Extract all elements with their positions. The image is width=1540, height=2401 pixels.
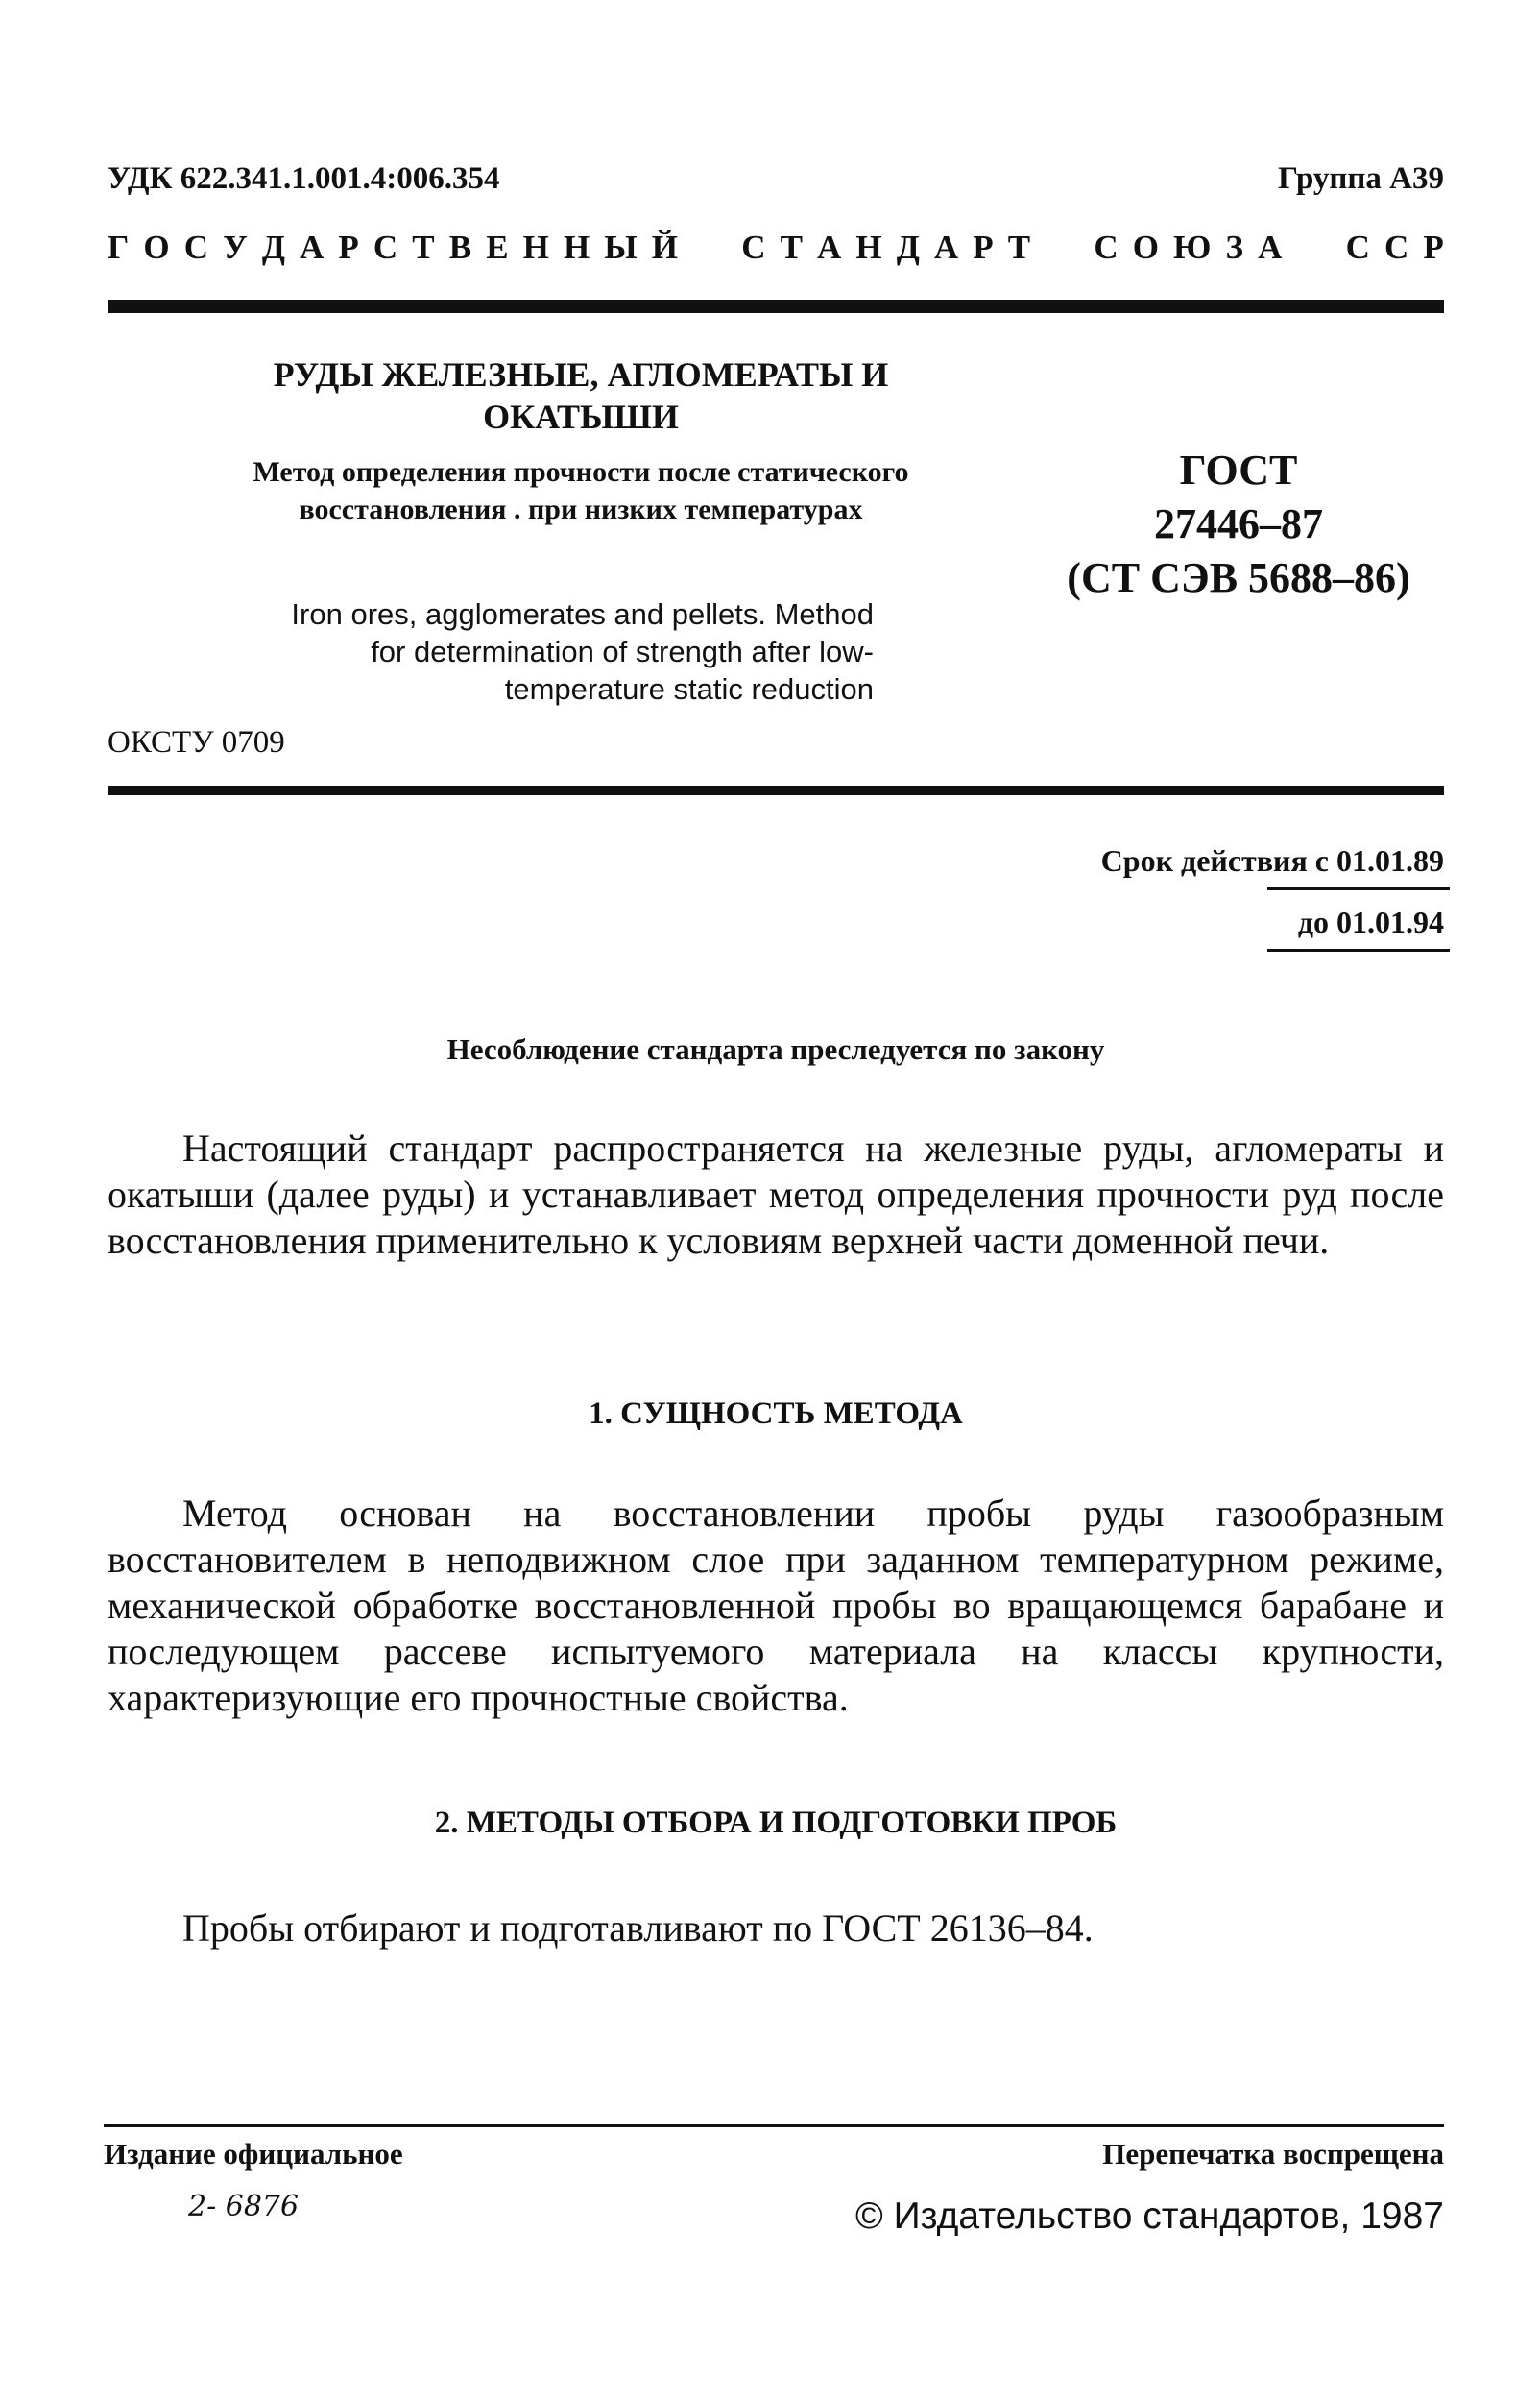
footer-divider <box>104 2124 1444 2127</box>
section-2-heading: 2. МЕТОДЫ ОТБОРА И ПОДГОТОВКИ ПРОБ <box>434 1806 1118 1840</box>
banner-letter: Д <box>896 229 920 266</box>
reprint-notice: Перепечатка воспрещена <box>1102 2137 1444 2171</box>
banner-letter: А <box>817 229 842 266</box>
header-divider <box>108 300 1444 313</box>
banner-letter: А <box>300 229 325 266</box>
banner-letter: А <box>933 229 959 266</box>
document-title: РУДЫ ЖЕЛЕЗНЫЕ, АГЛОМЕРАТЫ И ОКАТЫШИ <box>273 355 889 436</box>
banner-letter: Т <box>1007 229 1031 266</box>
banner-letter: З <box>1225 229 1244 266</box>
okstu-code: ОКСТУ 0709 <box>108 725 285 760</box>
banner-letter: В <box>448 229 472 266</box>
copyright-line: © Издательство стандартов, 1987 <box>855 2195 1444 2237</box>
validity-to-underline <box>1267 949 1450 952</box>
validity-from-underline <box>1267 887 1450 890</box>
gost-label: ГОСТ <box>1179 447 1298 494</box>
banner-letter: С <box>183 229 208 266</box>
banner-letter: Г <box>108 229 130 266</box>
banner-space <box>692 229 727 267</box>
english-title: Iron ores, agglomerates and pellets. Method for determination of strength after low-temperature static reduction <box>291 597 874 706</box>
banner-letter: Е <box>486 229 509 266</box>
banner-letter: Т <box>412 229 435 266</box>
section-1-text: Метод основан на восстановлении пробы руды газообразным восстановителем в неподвижном слое при заданном температурном режиме, механической обработке восстановленной пробы во вращающемся барабане и последующем рассеве испытуемого материала на классы крупности, характеризующие его прочностные свойства. <box>108 1492 1444 1719</box>
banner-letter: Ю <box>1173 229 1212 266</box>
section-1-heading: 1. СУЩНОСТЬ МЕТОДА <box>589 1396 963 1431</box>
banner-letter: Й <box>651 229 678 266</box>
banner-letter: Н <box>563 229 590 266</box>
title-divider <box>108 786 1444 795</box>
banner-letter: Р <box>1423 229 1444 266</box>
banner-letter: С <box>741 229 766 266</box>
banner-letter: Н <box>522 229 549 266</box>
banner-letter: С <box>1094 229 1119 266</box>
banner-letter: О <box>1132 229 1159 266</box>
gost-number: 27446–87 <box>1154 500 1323 547</box>
banner-letter: С <box>1384 229 1409 266</box>
gost-designation <box>1037 444 1440 605</box>
udk-code: УДК 622.341.1.001.4:006.354 <box>108 161 500 196</box>
validity-to: до 01.01.94 <box>1297 905 1444 939</box>
banner-letter: С <box>373 229 398 266</box>
banner-space <box>1045 229 1079 267</box>
method-subtitle: Метод определения прочности после статического восстановления . при низких температурах <box>253 456 909 525</box>
banner-space <box>1296 229 1331 267</box>
validity-from: Срок действия с 01.01.89 <box>1100 843 1444 878</box>
group-code: Группа А39 <box>1278 161 1444 196</box>
banner-letter: Н <box>855 229 882 266</box>
banner-letter: Р <box>338 229 359 266</box>
official-edition: Издание официальное <box>104 2137 403 2171</box>
handwritten-number: 2- 6876 <box>188 2190 300 2223</box>
intro-paragraph: Настоящий стандарт распространяется на железные руды, агломераты и окатыши (далее руды) и устанавливает метод определения прочности руд после восстановления применительно к условиям верхней части доменной печи. <box>108 1127 1444 1262</box>
banner-letter: Д <box>261 229 285 266</box>
banner-letter: А <box>1258 229 1283 266</box>
banner-letter: Р <box>973 229 994 266</box>
legal-notice: Несоблюдение стандарта преследуется по закону <box>446 1032 1105 1066</box>
banner-letter: Ы <box>604 229 638 266</box>
banner-letter: С <box>1345 229 1370 266</box>
banner-letter: У <box>223 229 248 266</box>
cmea-number: (СТ СЭВ 5688–86) <box>1067 554 1410 601</box>
section-2-text: Пробы отбирают и подготавливают по ГОСТ 26136–84. <box>182 1906 1094 1950</box>
state-standard-banner <box>108 229 1444 267</box>
banner-letter: Т <box>780 229 803 266</box>
banner-letter: О <box>143 229 170 266</box>
